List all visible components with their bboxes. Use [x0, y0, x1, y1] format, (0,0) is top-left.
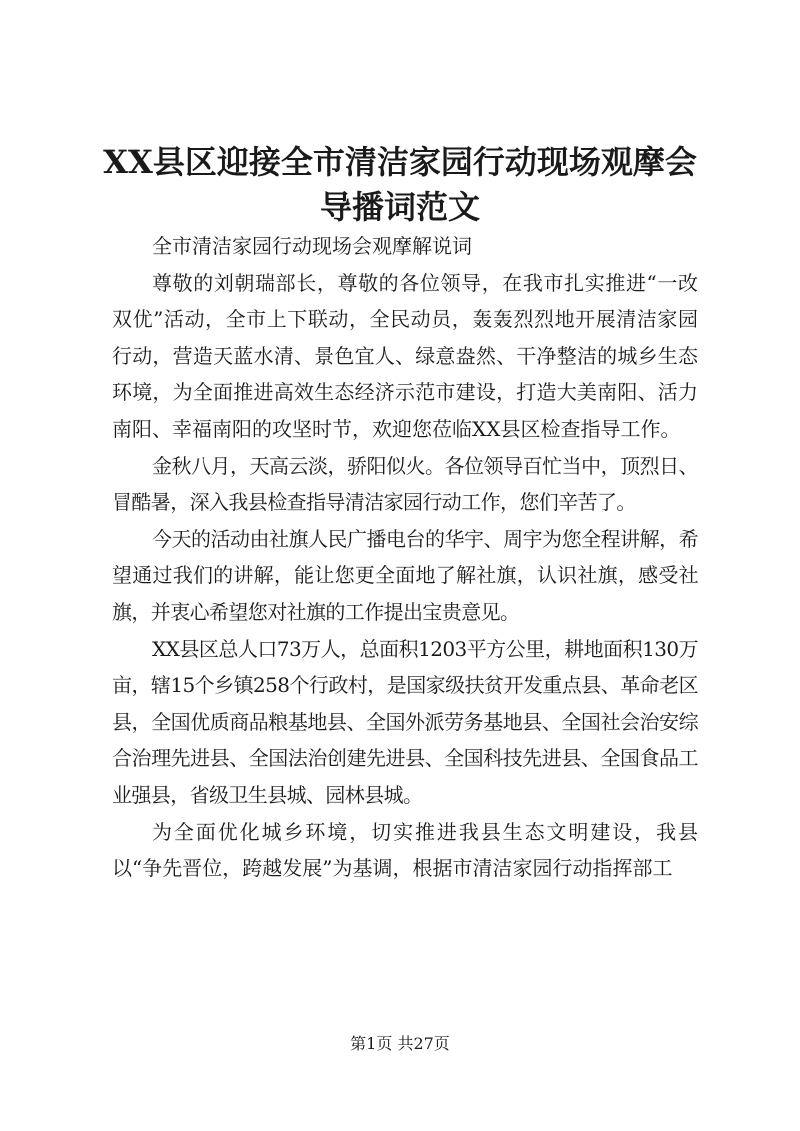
document-body: [112, 228, 698, 887]
body-paragraph: 今天的活动由社旗人民广播电台的华宇、周宇为您全程讲解，希望通过我们的讲解，能让您更全面地了解社旗，认识社旗，感受社旗，并衷心希望您对社旗的工作提出宝贵意见。: [112, 526, 698, 624]
body-paragraph: 尊敬的刘朝瑞部长，尊敬的各位领导，在我市扎实推进“一改双优”活动，全市上下联动，全民动员，轰轰烈烈地开展清洁家园行动，营造天蓝水清、景色宜人、绿意盎然、干净整洁的城乡生态环境，为全面推进高效生态经济示范市建设，打造大美南阳、活力南阳、幸福南阳的攻坚时节，欢迎您莅临XX县区检查指导工作。: [112, 270, 698, 441]
body-paragraph: 金秋八月，天高云淡，骄阳似火。各位领导百忙当中，顶烈日、冒酷暑，深入我县检查指导清洁家园行动工作，您们辛苦了。: [112, 453, 698, 515]
subtitle-paragraph: 全市清洁家园行动现场会观摩解说词: [152, 234, 472, 258]
page-number-footer: 第1页 共27页: [350, 1034, 450, 1053]
body-paragraph: XX县区总人口73万人，总面积1203平方公里，耕地面积130万亩，辖15个乡镇258个行政村，是国家级扶贫开发重点县、革命老区县，全国优质商品粮基地县、全国外派劳务基地县、全国社会治安综合治理先进县、全国法治创建先进县、全国科技先进县、全国食品工业强县，省级卫生县城、园林县城。: [112, 636, 698, 807]
body-paragraph: 为全面优化城乡环境，切实推进我县生态文明建设，我县以“争先晋位，跨越发展”为基调，根据市清洁家园行动指挥部工: [112, 819, 698, 881]
document-title: XX县区迎接全市清洁家园行动现场观摩会导播词范文: [103, 143, 697, 226]
